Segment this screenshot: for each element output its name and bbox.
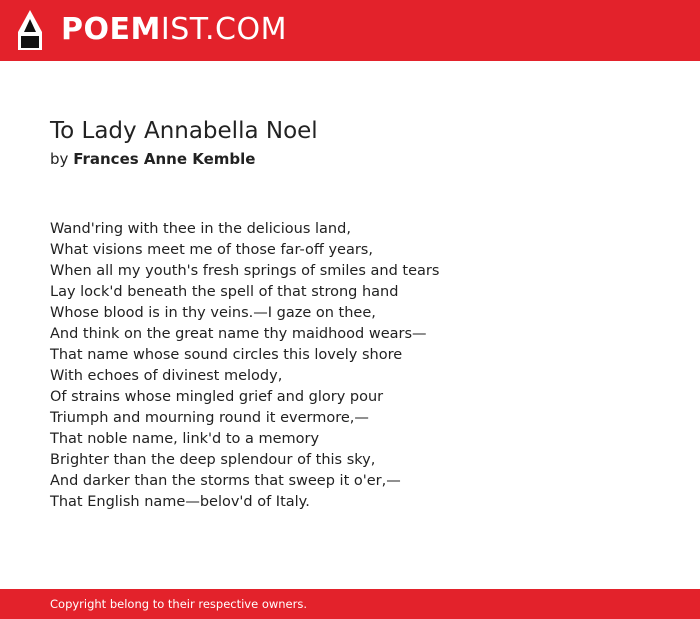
poem-line: Whose blood is in thy veins.—I gaze on thee,	[50, 305, 376, 321]
poem-line: Triumph and mourning round it evermore,—	[50, 410, 369, 426]
site-footer	[0, 589, 700, 619]
pencil-icon[interactable]	[18, 10, 42, 50]
poem-line: Wand'ring with thee in the delicious land,	[50, 221, 351, 237]
poem-line: That name whose sound circles this lovely shore	[50, 347, 403, 363]
poem-line: Brighter than the deep splendour of this sky,	[50, 452, 376, 468]
poem-line: That English name—belov'd of Italy.	[50, 494, 310, 510]
byline	[50, 148, 255, 170]
poem-line: That noble name, link'd to a memory	[50, 431, 320, 447]
poem-line: What visions meet me of those far-off years,	[50, 242, 373, 258]
poem-line: When all my youth's fresh springs of smiles and tears	[50, 263, 440, 279]
site-header	[0, 0, 700, 61]
poem-line: With echoes of divinest melody,	[50, 368, 283, 384]
author-link[interactable]: Frances Anne Kemble	[73, 150, 256, 168]
logo-bold-text: POEM	[61, 12, 161, 47]
by-label: by	[50, 150, 69, 168]
poem-title: To Lady Annabella Noel	[50, 118, 318, 144]
logo-light-text: IST.COM	[160, 12, 287, 47]
poem-line: Lay lock'd beneath the spell of that strong hand	[50, 284, 399, 300]
poem-body	[50, 219, 439, 513]
poem-line: And darker than the storms that sweep it o'er,—	[50, 473, 401, 489]
copyright-text: Copyright belong to their respective owners.	[50, 597, 308, 611]
poem-line: Of strains whose mingled grief and glory pour	[50, 389, 384, 405]
poem-line: And think on the great name thy maidhood wears—	[50, 326, 427, 342]
site-logo[interactable]	[61, 12, 287, 48]
